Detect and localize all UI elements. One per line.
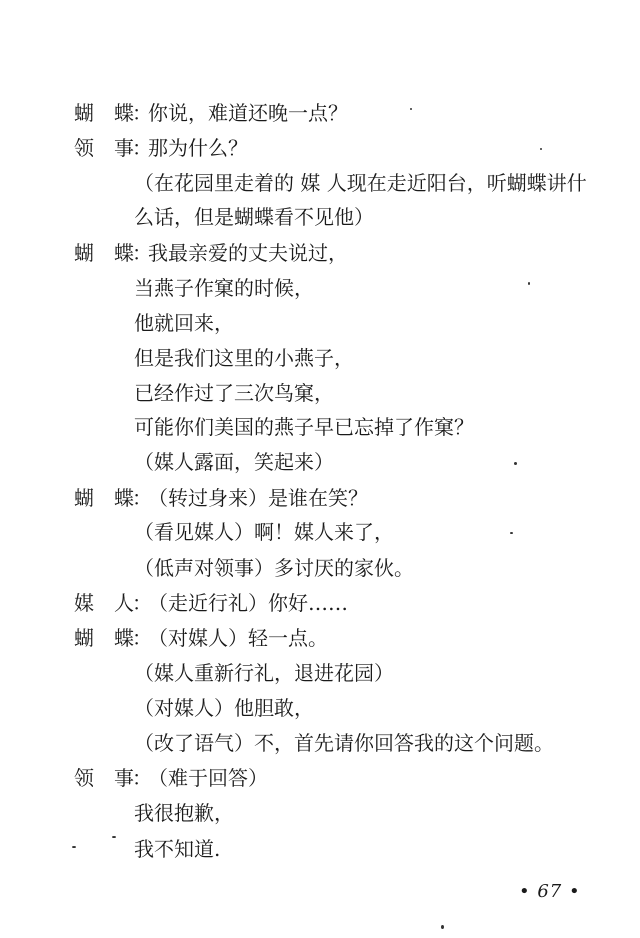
speaker-name: 领 事 ： — [74, 136, 152, 160]
verse-text: 我很抱歉， — [134, 801, 234, 825]
speaker-name: 领 事 ： — [74, 766, 152, 790]
speech-text: 你说，难道还晚一点？ — [148, 101, 348, 125]
speech-text: （对媒人）轻一点。 — [148, 626, 328, 650]
speech-text: （难于回答） — [148, 766, 268, 790]
speech-text: （走近行礼）你好…… — [148, 591, 348, 615]
verse-text: 但是我们这里的小燕子， — [134, 346, 354, 370]
scan-speck — [528, 282, 530, 285]
speaker-name: 蝴 蝶 ： — [74, 241, 152, 265]
verse-text: 他就回来， — [134, 311, 234, 335]
speaker-name: 蝴 蝶 ： — [74, 486, 152, 510]
stage-direction-text: （媒人重新行礼，退进花园） — [134, 661, 394, 685]
stage-direction-text: 么话，但是蝴蝶看不见他） — [134, 205, 374, 229]
stage-direction-text: （在花园里走着的 媒 人现在走近阳台，听蝴蝶讲什 — [134, 171, 587, 195]
scan-speck — [112, 836, 116, 838]
verse-text: 当燕子作窠的时候， — [134, 276, 314, 300]
verse-text: （看见媒人）啊！媒人来了， — [134, 520, 394, 544]
scan-speck — [514, 462, 517, 465]
stage-direction-text: （媒人露面，笑起来） — [134, 450, 334, 474]
page-number: • 67 • — [519, 881, 581, 902]
scan-speck — [410, 108, 412, 110]
verse-text: （改了语气）不，首先请你回答我的这个问题。 — [134, 731, 554, 755]
scan-speck — [540, 148, 542, 150]
scan-speck — [441, 925, 444, 929]
scan-speck — [72, 846, 76, 848]
verse-text: 可能你们美国的燕子早已忘掉了作窠？ — [134, 415, 474, 439]
verse-text: 已经作过了三次鸟窠， — [134, 381, 334, 405]
verse-text: 我不知道. — [134, 837, 221, 861]
speaker-name: 媒 人 ： — [74, 591, 152, 615]
speech-text: 那为什么？ — [148, 136, 248, 160]
speaker-name: 蝴 蝶 ： — [74, 101, 152, 125]
verse-text: （低声对领事）多讨厌的家伙。 — [134, 556, 414, 580]
verse-text: （对媒人）他胆敢， — [134, 696, 314, 720]
scan-speck — [510, 532, 513, 534]
speaker-name: 蝴 蝶 ： — [74, 626, 152, 650]
speech-text: 我最亲爱的丈夫说过， — [148, 241, 348, 265]
speech-text: （转过身来）是谁在笑？ — [148, 486, 368, 510]
